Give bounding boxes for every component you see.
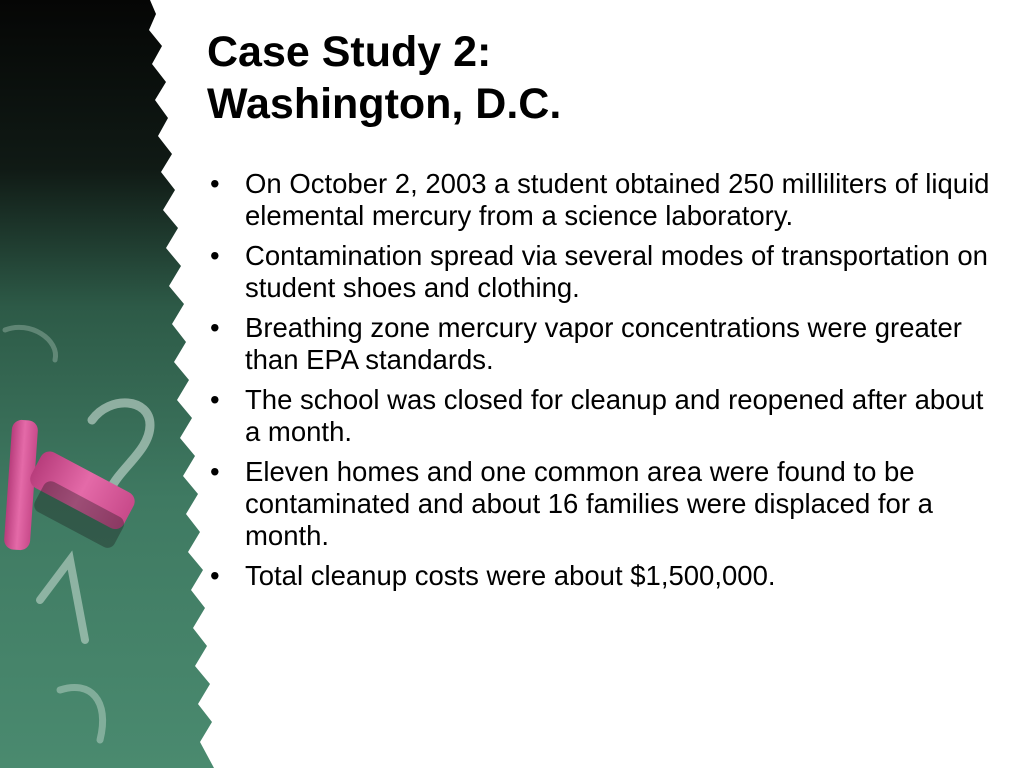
bullet-item bbox=[207, 456, 997, 552]
bullet-text: Contamination spread via several modes of transportation on student shoes and clothing. bbox=[245, 240, 988, 303]
title-line-2: Washington, D.C. bbox=[207, 80, 562, 128]
bullet-item bbox=[207, 240, 997, 304]
bullet-text: The school was closed for cleanup and reopened after about a month. bbox=[245, 384, 984, 447]
bullet-icon: • bbox=[210, 560, 220, 591]
bullet-text: Total cleanup costs were about $1,500,000. bbox=[245, 560, 776, 591]
bullet-icon: • bbox=[210, 384, 220, 415]
bullet-item bbox=[207, 560, 997, 592]
bullet-text: Eleven homes and one common area were found to be contaminated and about 16 families were displaced for a month. bbox=[245, 456, 933, 551]
bullet-list bbox=[207, 168, 997, 592]
bullet-icon: • bbox=[210, 312, 220, 343]
bullet-icon: • bbox=[210, 168, 220, 199]
bullet-icon: • bbox=[210, 240, 220, 271]
slide-content bbox=[207, 26, 997, 600]
bullet-item bbox=[207, 168, 997, 232]
bullet-icon: • bbox=[210, 456, 220, 487]
title-line-1: Case Study 2: bbox=[207, 28, 492, 76]
bullet-item bbox=[207, 312, 997, 376]
bullet-item bbox=[207, 384, 997, 448]
bullet-text: Breathing zone mercury vapor concentrations were greater than EPA standards. bbox=[245, 312, 962, 375]
bullet-text: On October 2, 2003 a student obtained 250 milliliters of liquid elemental mercury from a science laboratory. bbox=[245, 168, 990, 231]
slide-title bbox=[207, 26, 997, 130]
